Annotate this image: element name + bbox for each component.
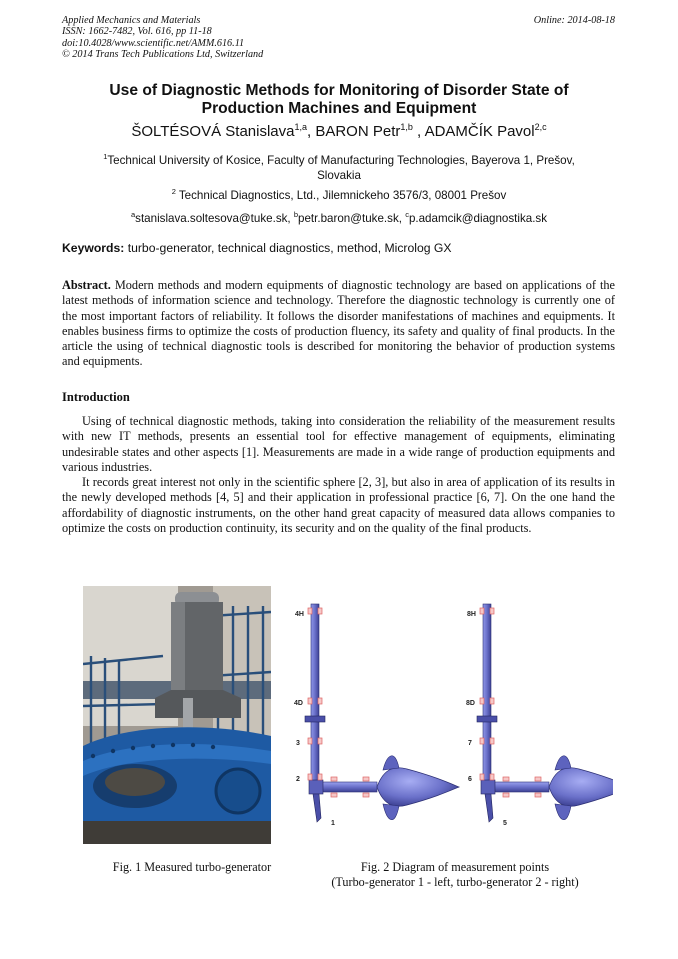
affiliation-sup: 2 xyxy=(171,187,176,196)
affiliation-1 xyxy=(62,149,616,183)
point-label: 4D xyxy=(294,700,303,707)
abstract xyxy=(62,278,615,370)
email-link[interactable]: petr.baron@tuke.sk, xyxy=(298,211,406,225)
point-label: 7 xyxy=(468,740,472,747)
keywords xyxy=(62,241,452,255)
turbine-right xyxy=(466,604,613,827)
author-sep: , xyxy=(307,123,316,140)
author-name: ŠOLTÉSOVÁ Stanislava xyxy=(131,123,295,140)
point-label: 4H xyxy=(295,611,304,618)
figure-1-caption: Fig. 1 Measured turbo-generator xyxy=(112,860,272,874)
affiliation-2 xyxy=(62,184,616,203)
journal-name: Applied Mechanics and Materials xyxy=(62,15,201,26)
point-label: 1 xyxy=(331,820,335,827)
figure-2-caption xyxy=(305,860,605,890)
affiliation-text: Slovakia xyxy=(317,168,361,182)
author-name: ADAMČÍK Pavol xyxy=(424,123,535,140)
title-line-2: Production Machines and Equipment xyxy=(201,100,477,117)
turbine-left xyxy=(294,604,459,827)
point-label: 6 xyxy=(468,776,472,783)
email-link[interactable]: p.adamcik@diagnostika.sk xyxy=(408,211,548,225)
email-sup: b xyxy=(293,210,299,219)
keywords-text: turbo-generator, technical diagnostics, method, Microlog GX xyxy=(124,241,452,255)
author-name: BARON Petr xyxy=(315,123,401,140)
author-sep: , xyxy=(412,123,425,140)
abstract-text: Modern methods and modern equipments of diagnostic technology are based on applications of the latest methods of information science and technology. Therefore the diagnostic technology is currently one of the most important factors of reliability. It follows the disorder manifestations of machines and equipments. It enables business firms to optimize the costs of production fluency, its safety and quality of final products. In the article the using of technical diagnostic tools is described for monitoring the behavior of production systems and equipments. xyxy=(62,278,615,369)
paragraph-2: It records great interest not only in the scientific sphere [2, 3], but also in area of application of its results in the newly developed methods [4, 5] and their application in professional practice [6, 7]. On the one hand the affordability of diagnostic instruments, on the other hand great capacity of measured data allows companies to optimize the costs on production continuity, its security and on the quality of the final products. xyxy=(62,475,615,536)
affiliation-sup: 1 xyxy=(103,152,108,161)
measurement-points-diagram xyxy=(283,594,613,834)
affiliation-text: Technical Diagnostics, Ltd., Jilemnickeho 3576/3, 08001 Prešov xyxy=(175,188,507,202)
point-label: 2 xyxy=(296,776,300,783)
paragraph-1: Using of technical diagnostic methods, taking into consideration the reliability of the measurement results with new IT methods, presents an essential tool for effective management of equipments, eliminating undesirable states and other aspects [1]. Measurements are made in a wide range of production equipments and various industries. xyxy=(62,414,615,474)
author-sup: 1,b xyxy=(400,122,413,132)
author-list xyxy=(62,122,616,140)
section-heading-introduction: Introduction xyxy=(62,390,130,404)
affiliation-text: Technical University of Kosice, Faculty of Manufacturing Technologies, Bayerova 1, Prešov, xyxy=(107,153,575,167)
email-sup: a xyxy=(130,210,136,219)
online-date: Online: 2014-08-18 xyxy=(533,15,615,26)
copyright: © 2014 Trans Tech Publications Ltd, Switzerland xyxy=(62,49,264,61)
email-list xyxy=(62,207,616,226)
point-label: 8H xyxy=(467,611,476,618)
paper-title xyxy=(62,82,616,118)
point-label: 8D xyxy=(466,700,475,707)
journal-header xyxy=(62,15,263,61)
author-sup: 1,a xyxy=(294,122,307,132)
issn: ISSN: 1662-7482, Vol. 616, pp 11-18 xyxy=(62,26,212,38)
turbo-generator-photo xyxy=(83,586,271,844)
point-label: 5 xyxy=(503,820,507,827)
point-label: 3 xyxy=(296,740,300,747)
doi: doi:10.4028/www.scientific.net/AMM.616.11 xyxy=(62,37,245,49)
email-link[interactable]: stanislava.soltesova@tuke.sk, xyxy=(135,211,294,225)
abstract-label: Abstract. xyxy=(62,278,111,292)
author-sup: 2,c xyxy=(534,122,547,132)
introduction-body xyxy=(62,414,615,536)
email-sup: c xyxy=(405,210,409,219)
title-line-1: Use of Diagnostic Methods for Monitoring of Disorder State of xyxy=(109,82,569,99)
figure-2-caption-line-2: (Turbo-generator 1 - left, turbo-generator 2 - right) xyxy=(331,875,579,889)
keywords-label: Keywords: xyxy=(62,241,125,255)
figure-2-caption-line-1: Fig. 2 Diagram of measurement points xyxy=(360,860,550,874)
